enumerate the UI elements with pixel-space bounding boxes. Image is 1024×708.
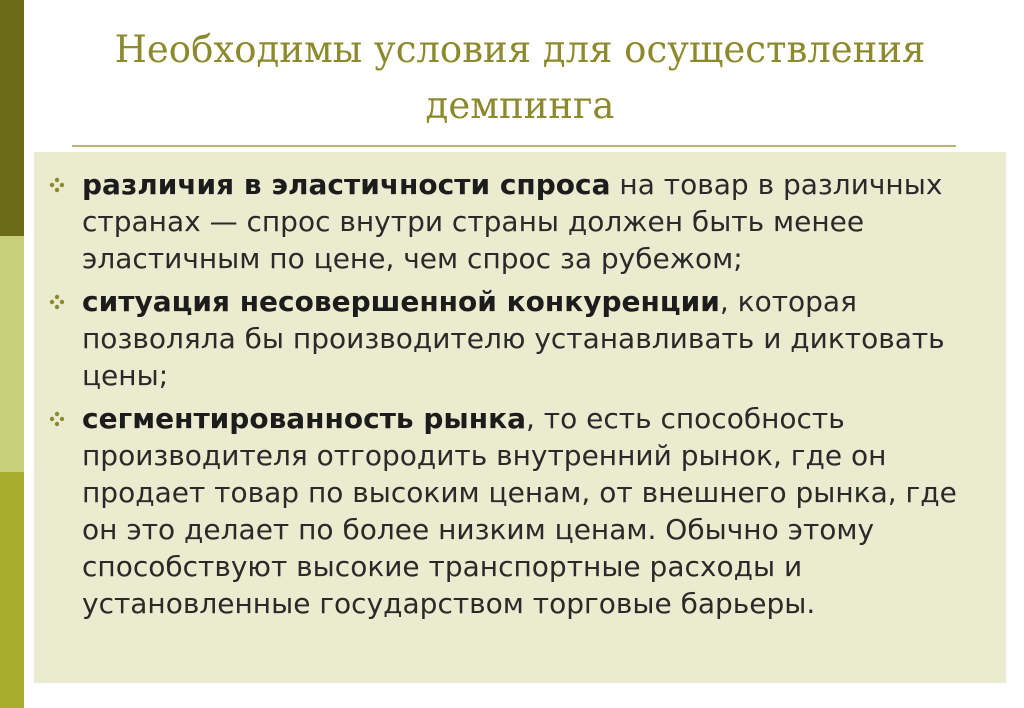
bullet-list: [82, 166, 992, 628]
bullet-description: , которая позволяла бы производителю устанавливать и диктовать цены;: [82, 285, 945, 392]
bullet-description: , то есть способность производителя отгородить внутренний рынок, где он продает товар по высоким ценам, от внешнего рынка, где он это делает по более низким ценам. Обычно этому способствуют высокие транспортные расходы и установленные государством торговые барьеры.: [82, 402, 957, 620]
list-item: [82, 400, 992, 622]
bullet-bold-term: сегментированность рынка: [82, 402, 526, 435]
list-item: [82, 283, 992, 394]
title-divider: [72, 145, 956, 147]
sidebar-band-bottom: [0, 472, 24, 708]
slide-title: Необходимы условия для осуществления демпинга: [114, 28, 926, 127]
sidebar-band-top: [0, 0, 24, 236]
bullet-bold-term: ситуация несовершенной конкуренции: [82, 285, 720, 318]
diamond-bullet-icon: [49, 411, 65, 427]
bullet-description: на товар в различных странах — спрос внутри страны должен быть менее эластичным по цене, чем спрос за рубежом;: [82, 168, 943, 275]
diamond-bullet-icon: [49, 294, 65, 310]
bullet-text: [82, 285, 945, 392]
bullet-bold-term: различия в эластичности спроса: [82, 168, 611, 201]
bullet-text: [82, 402, 957, 620]
list-item: [82, 166, 992, 277]
bullet-text: [82, 168, 942, 275]
diamond-bullet-icon: [49, 177, 65, 193]
sidebar-band-middle: [0, 236, 24, 472]
content-box: [34, 152, 1006, 683]
